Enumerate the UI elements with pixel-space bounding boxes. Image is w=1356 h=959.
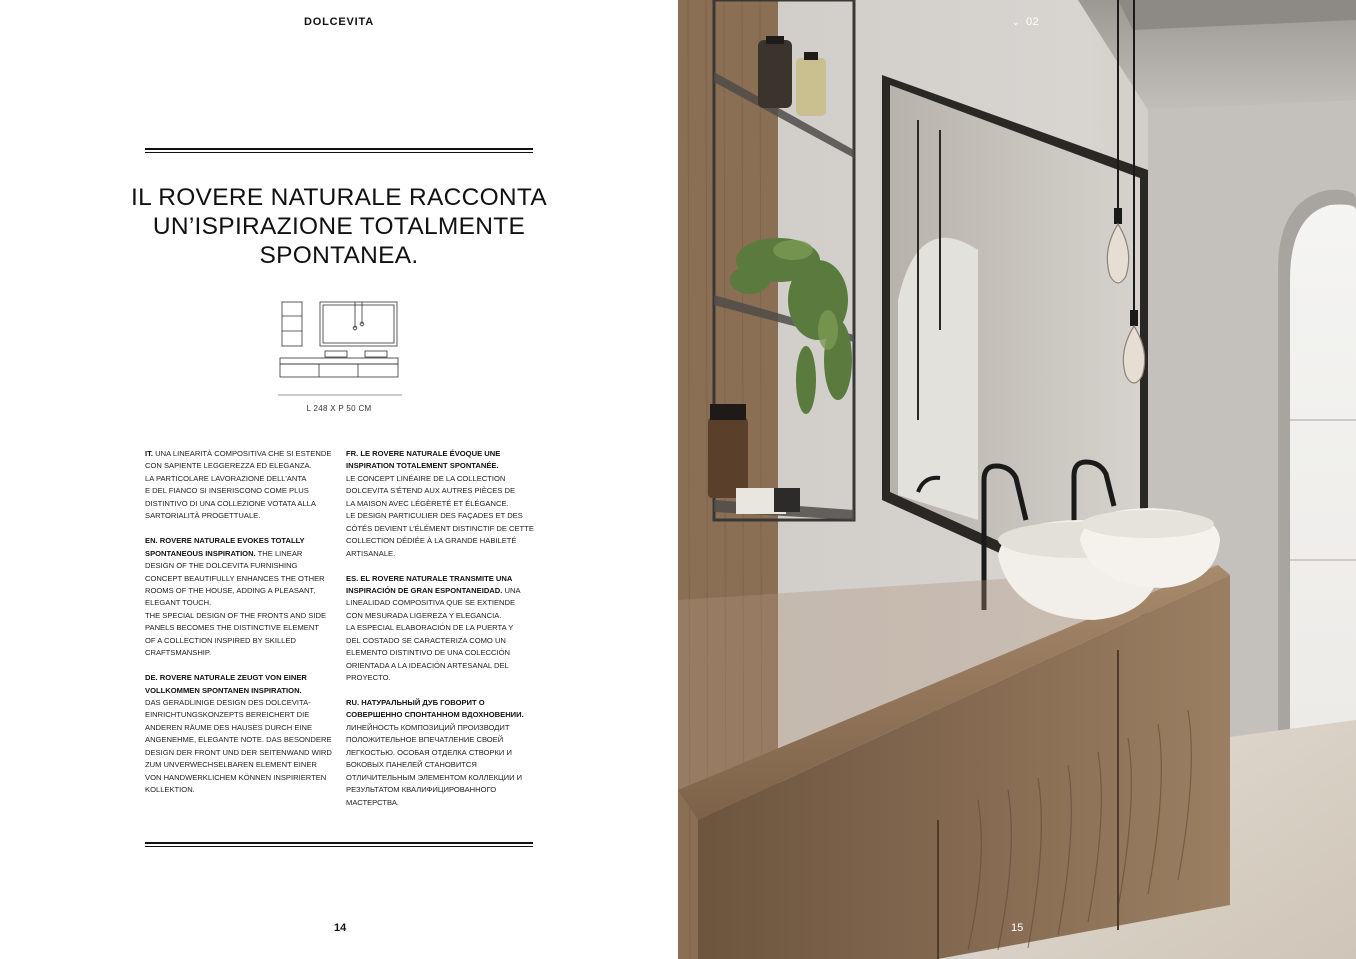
text-line: LA PARTICOLARE LAVORAZIONE DELL’ANTA <box>145 473 307 483</box>
text-line: THE SPECIAL DESIGN OF THE FRONTS AND SIDE <box>145 610 327 620</box>
text-line: ПОЛОЖИТЕЛЬНОЕ ВПЕЧАТЛЕНИЕ СВОЕЙ <box>346 735 504 745</box>
text-line: EINRICHTUNGSKONZEPTS BEREICHERT DIE <box>145 710 310 720</box>
lang-lead: DE. ROVERE NATURALE ZEUGT VON EINER <box>145 673 307 683</box>
text-line: ZUM UNVERWECHSELBAREN ELEMENT EINER <box>145 760 317 770</box>
paragraph-de <box>145 672 335 797</box>
text-line: CÔTÉS DEVIENT L’ÉLÉMENT DISTINCTIF DE CETTE <box>346 523 534 533</box>
lang-lead: СОВЕРШЕННО СПОНТАННОМ ВДОХНОВЕНИИ. <box>346 710 524 720</box>
text-line: PROYECTO. <box>346 673 391 683</box>
text-line: SARTORIALITÀ PROGETTUALE. <box>145 511 261 521</box>
lang-lead: ES. EL ROVERE NATURALE TRANSMITE UNA <box>346 573 513 583</box>
text-line: DEL COSTADO SE CARACTERIZA COMO UN <box>346 635 506 645</box>
text-line: OF A COLLECTION INSPIRED BY SKILLED <box>145 635 296 645</box>
text-line: DESIGN OF THE DOLCEVITA FURNISHING <box>145 561 298 571</box>
text-line: ORIENTADA A LA IDEACIÓN ARTESANAL DEL <box>346 660 509 670</box>
text-line: ROOMS OF THE HOUSE, ADDING A PLEASANT, <box>145 585 316 595</box>
composition-sketch <box>278 298 402 398</box>
text-line: ARTISANALE. <box>346 548 396 558</box>
top-double-rule <box>145 148 533 154</box>
text-line: UNA LINEARITÀ COMPOSITIVA CHE SI ESTENDE <box>155 449 332 458</box>
text-line: CRAFTSMANSHIP. <box>145 648 212 658</box>
text-line: РЕЗУЛЬТАТОМ КВАЛИФИЦИРОВАННОГО <box>346 785 497 795</box>
headline <box>130 183 548 270</box>
lang-lead: SPONTANEOUS INSPIRATION. <box>145 548 256 558</box>
text-line: LE DESIGN PARTICULIER DES FAÇADES ET DES <box>346 511 523 521</box>
text-line: COLLECTION DÉDIÉE À LA GRANDE HABILETÉ <box>346 536 517 546</box>
text-line: ЛЕГКОСТЬЮ. ОСОБАЯ ОТДЕЛКА СТВОРКИ И <box>346 747 512 757</box>
paragraph-it <box>145 448 335 523</box>
lang-lead: VOLLKOMMEN SPONTANEN INSPIRATION. <box>145 685 302 695</box>
text-line: PANELS BECOMES THE DISTINCTIVE ELEMENT <box>145 623 319 633</box>
right-page-photo <box>678 0 1356 959</box>
text-line: THE LINEAR <box>255 548 303 558</box>
text-line: DESIGN DER FRONT UND DER SEITENWAND WIRD <box>145 747 332 757</box>
text-line: LE CONCEPT LINÉAIRE DE LA COLLECTION <box>346 473 506 483</box>
lang-lead: INSPIRACIÓN DE GRAN ESPONTANEIDAD. <box>346 585 503 595</box>
text-line: ЛИНЕЙНОСТЬ КОМПОЗИЦИЙ ПРОИЗВОДИТ <box>346 722 510 732</box>
bottom-double-rule <box>145 842 533 848</box>
brand-header: DOLCEVITA <box>304 16 374 28</box>
lang-lead: EN. ROVERE NATURALE EVOKES TOTALLY <box>145 536 305 546</box>
text-line: DOLCEVITA S’ÉTEND AUX AUTRES PIÈCES DE <box>346 486 516 496</box>
page-number-right: 15 <box>1011 922 1024 934</box>
text-line: CONCEPT BEAUTIFULLY ENHANCES THE OTHER <box>145 573 325 583</box>
text-line: ANDEREN RÄUME DES HAUSES DURCH EINE <box>145 722 313 732</box>
text-line: KOLLEKTION. <box>145 785 195 795</box>
chevron-down-icon: ⌄ <box>1012 17 1021 27</box>
headline-line: UN’ISPIRAZIONE TOTALMENTE <box>152 213 526 240</box>
text-line: E DEL FIANCO SI INSERISCONO COME PLUS <box>145 486 309 496</box>
text-line: ОТЛИЧИТЕЛЬНЫМ ЭЛЕМЕНТОМ КОЛЛЕКЦИИ И <box>346 772 523 782</box>
text-line: LA ESPECIAL ELABORACIÓN DE LA PUERTA Y <box>346 623 514 633</box>
lang-lead: INSPIRATION TOTALEMENT SPONTANÉE. <box>346 461 499 471</box>
text-column-right <box>346 448 536 822</box>
text-line: DAS GERADLINIGE DESIGN DES DOLCEVITA- <box>145 698 311 708</box>
lang-lead: IT. <box>145 449 154 458</box>
paragraph-fr <box>346 448 536 560</box>
dimensions-label: L 248 X P 50 CM <box>306 404 372 413</box>
text-line: DISTINTIVO DI UNA COLLEZIONE VOTATA ALLA <box>145 498 316 508</box>
page-number-left: 14 <box>334 922 347 934</box>
text-line: ELEMENTO DISTINTIVO DE UNA COLECCIÓN <box>346 648 510 658</box>
headline-line: SPONTANEA. <box>259 242 419 269</box>
text-line: VON HANDWERKLICHEM KÖNNEN INSPIRIERTEN <box>145 772 327 782</box>
headline-line: IL ROVERE NATURALE RACCONTA <box>130 184 548 211</box>
lang-lead: RU. НАТУРАЛЬНЫЙ ДУБ ГОВОРИТ О <box>346 698 485 708</box>
text-line: CON SAPIENTE LEGGEREZZA ED ELEGANZA. <box>145 461 312 471</box>
chapter-number: 02 <box>1026 16 1040 28</box>
lang-lead: FR. LE ROVERE NATURALE ÉVOQUE UNE <box>346 449 501 458</box>
paragraph-es <box>346 573 536 685</box>
paragraph-ru <box>346 697 536 809</box>
text-column-left <box>145 448 335 809</box>
text-line: CON MESURADA LIGEREZA Y ELEGANCIA. <box>346 610 502 620</box>
paragraph-en <box>145 535 335 660</box>
bathroom-photo <box>678 0 1356 959</box>
text-line: LA MAISON AVEC LÉGÈRETÉ ET ÉLÉGANCE. <box>346 498 509 508</box>
text-line: ELEGANT TOUCH. <box>145 598 212 608</box>
text-line: МАСТЕРСТВА. <box>346 797 399 807</box>
text-line: LINEALIDAD COMPOSITIVA QUE SE EXTIENDE <box>346 598 516 608</box>
text-line: ANGENEHME, ELEGANTE NOTE. DAS BESONDERE <box>145 735 332 745</box>
text-line: UNA <box>502 585 521 595</box>
chapter-indicator <box>1012 16 1039 28</box>
text-line: БОКОВЫХ ПАНЕЛЕЙ СТАНОВИТСЯ <box>346 760 477 770</box>
